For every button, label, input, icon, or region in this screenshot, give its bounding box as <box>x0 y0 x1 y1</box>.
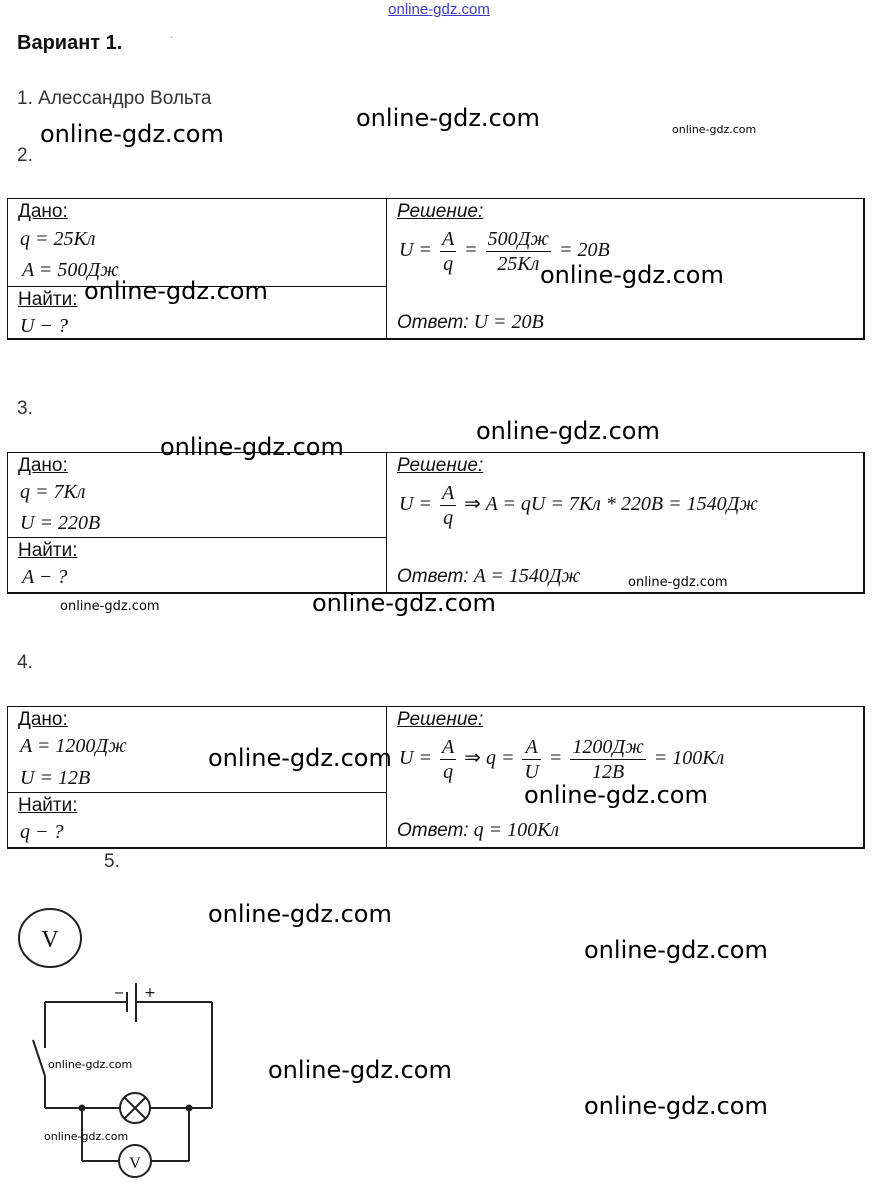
watermark: online-gdz.com <box>44 1130 129 1143</box>
solution-cell <box>386 706 865 849</box>
watermark: online-gdz.com <box>60 599 160 614</box>
tick-mark: - <box>170 32 174 43</box>
solution-label: Решение: <box>397 709 484 730</box>
find-cell <box>7 792 387 849</box>
problem-table-3 <box>7 452 864 593</box>
problem-table-4 <box>7 706 864 848</box>
find-label: Найти: <box>18 289 78 310</box>
junction-node <box>186 1105 193 1112</box>
item-1-number: 1. <box>17 88 33 109</box>
given-value: A = 500Дж <box>22 259 119 281</box>
watermark: online-gdz.com <box>268 1056 452 1084</box>
watermark: online-gdz.com <box>476 417 660 445</box>
answer-label: Ответ: <box>397 566 469 587</box>
watermark: online-gdz.com <box>356 104 540 132</box>
answer-label: Ответ: <box>397 312 469 333</box>
watermark: online-gdz.com <box>584 936 768 964</box>
find-value: q − ? <box>20 821 64 843</box>
given-value: q = 7Кл <box>20 481 86 503</box>
answer-line <box>397 565 580 588</box>
find-value: U − ? <box>20 315 68 337</box>
watermark: online-gdz.com <box>208 744 392 772</box>
fraction: $\frac{500Дж}{25Кл}$ <box>487 228 549 275</box>
given-cell <box>7 198 387 287</box>
voltmeter-symbol <box>16 905 86 971</box>
variant-title: Вариант 1. <box>17 32 123 54</box>
answer-value: A = 1540Дж <box>473 565 581 587</box>
watermark: online-gdz.com <box>312 589 496 617</box>
problem-table-2 <box>7 198 864 339</box>
battery-plus-sign: + <box>144 985 156 1001</box>
watermark: online-gdz.com <box>524 781 708 809</box>
watermark: online-gdz.com <box>628 575 728 590</box>
implies-symbol: ⇒ <box>464 491 481 516</box>
solution-formula: U = $\frac{A}{q}$ ⇒ q = $\frac{A}{U}$ = $\frac{1200Дж}{12B}$ = 100Кл <box>399 736 725 783</box>
switch-blade <box>33 1040 45 1076</box>
watermark: online-gdz.com <box>40 120 224 148</box>
answer-value: U = 20B <box>473 311 544 333</box>
circuit-diagram <box>25 978 225 1183</box>
answer-line <box>397 819 559 842</box>
answer-value: q = 100Кл <box>473 819 560 841</box>
meter-letter: V <box>129 1155 141 1172</box>
solution-label: Решение: <box>397 201 484 222</box>
solution-formula: U = $\frac{A}{q}$ = $\frac{500Дж}{25Кл}$ = 20B <box>399 228 610 275</box>
solution-formula: U = $\frac{A}{q}$ ⇒ A = qU = 7Кл * 220B = 1540Дж <box>399 482 758 529</box>
given-cell <box>7 452 387 538</box>
given-label: Дано: <box>18 709 68 730</box>
implies-symbol: ⇒ <box>464 745 481 770</box>
item-1 <box>17 88 211 110</box>
fraction: $\frac{A}{q}$ <box>441 482 455 529</box>
find-value: A − ? <box>22 566 68 588</box>
item-1-answer: Алессандро Вольта <box>38 88 212 109</box>
fraction: $\frac{A}{q}$ <box>441 736 455 783</box>
item-2-number: 2. <box>17 145 33 166</box>
given-value: U = 220B <box>20 512 101 534</box>
given-label: Дано: <box>18 201 68 222</box>
watermark: online-gdz.com <box>540 261 724 289</box>
given-value: U = 12B <box>20 767 91 789</box>
watermark: online-gdz.com <box>584 1092 768 1120</box>
watermark: online-gdz.com <box>160 433 344 461</box>
watermark: online-gdz.com <box>48 1058 133 1071</box>
answer-label: Ответ: <box>397 820 469 841</box>
fraction: $\frac{A}{q}$ <box>441 228 455 275</box>
given-label: Дано: <box>18 455 68 476</box>
answer-line <box>397 311 544 334</box>
watermark: online-gdz.com <box>208 900 392 928</box>
watermark: online-gdz.com <box>84 277 268 305</box>
given-value: A = 1200Дж <box>20 735 127 757</box>
solution-label: Решение: <box>397 455 484 476</box>
find-label: Найти: <box>18 795 78 816</box>
fraction: $\frac{A}{U}$ <box>524 736 539 783</box>
find-cell <box>7 537 387 594</box>
item-5-number: 5. <box>104 851 120 872</box>
fraction: $\frac{1200Дж}{12B}$ <box>572 736 644 783</box>
site-link[interactable]: online-gdz.com <box>388 1 490 18</box>
item-3-number: 3. <box>17 398 33 419</box>
battery-minus-sign: − <box>113 986 125 1001</box>
find-label: Найти: <box>18 540 78 561</box>
voltmeter-symbol-letter: V <box>41 927 59 953</box>
solution-cell <box>386 452 865 594</box>
given-value: q = 25Кл <box>20 228 96 250</box>
watermark: online-gdz.com <box>672 123 757 136</box>
junction-node <box>79 1105 86 1112</box>
item-4-number: 4. <box>17 652 33 673</box>
